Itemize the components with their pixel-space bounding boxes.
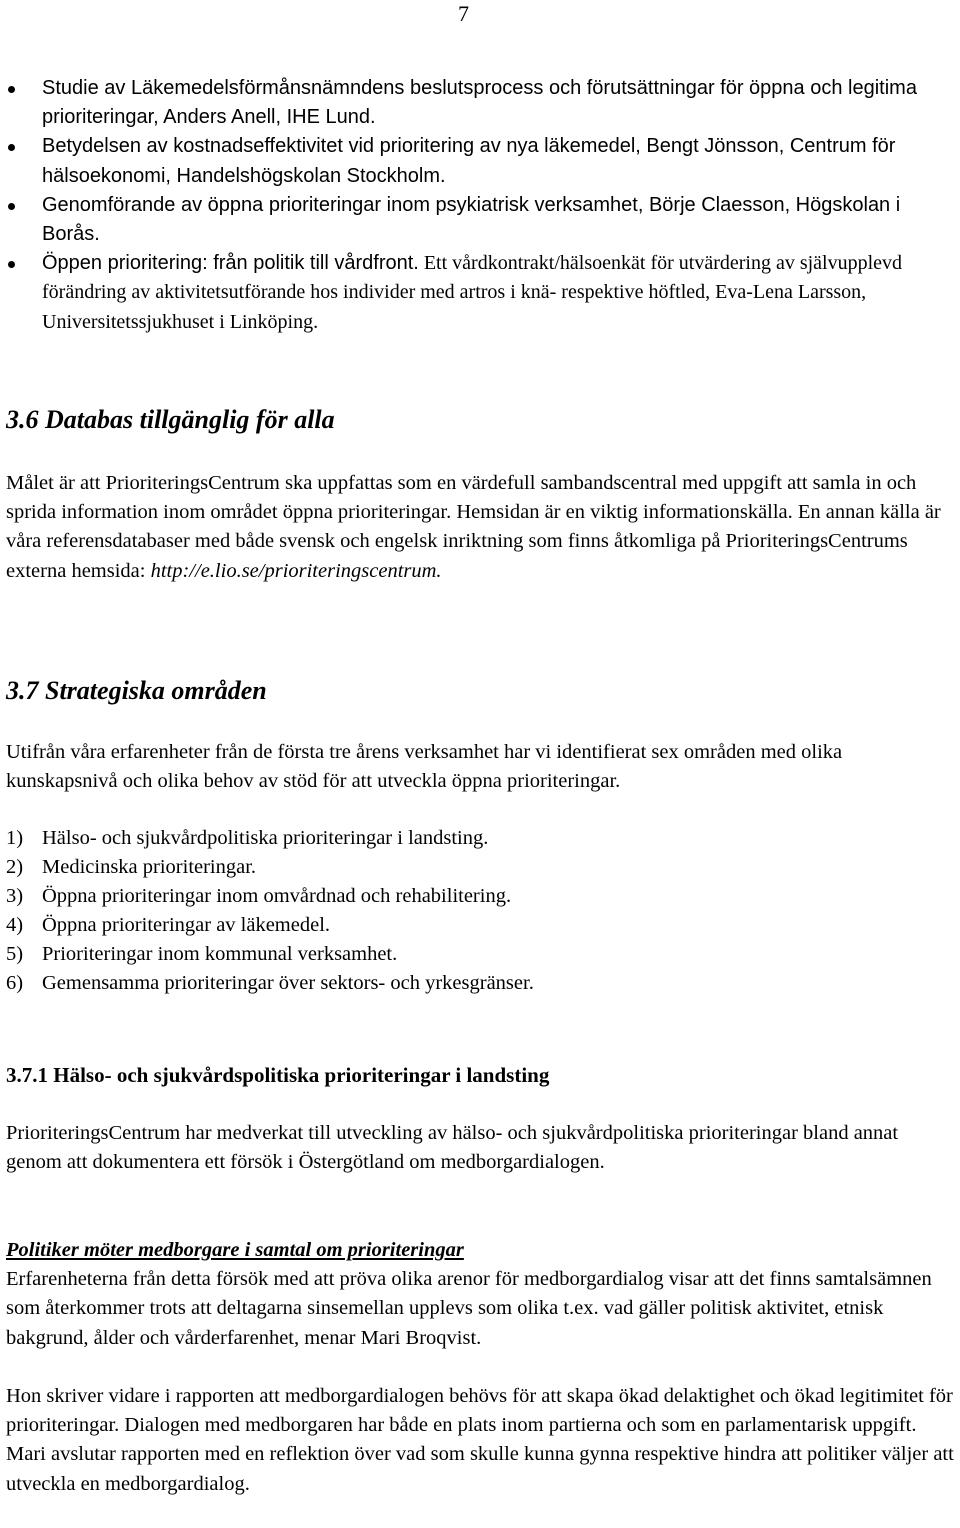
bullet-item bbox=[0, 249, 960, 337]
paragraph-text: Målet är att PrioriteringsCentrum ska uppfattas som en värdefull sambandscentral med uppgift att samla in och sprida information inom området öppna prioriteringar. Hemsidan är en viktig informationskälla. En annan källa är våra referensdatabaser med både svensk och engelsk inriktning som finns åtkomliga på PrioriteringsCentrums externa hemsida: bbox=[6, 472, 941, 582]
list-text: Hälso- och sjukvårdpolitiska prioriteringar i landsting. bbox=[42, 827, 489, 849]
bullet-text: Betydelsen av kostnadseffektivitet vid prioritering av nya läkemedel, Bengt Jönsson, Centrum för hälsoekonomi, Handelshögskolan Stockholm. bbox=[42, 135, 896, 187]
list-item bbox=[6, 824, 534, 853]
section-3-7-paragraph: Utifrån våra erfarenheter från de första tre årens verksamhet har vi identifierat sex områden med olika kunskapsnivå och olika behov av stöd för att utveckla öppna prioriteringar. bbox=[6, 741, 843, 793]
section-heading-3-6: 3.6 Databas tillgänglig för alla bbox=[6, 405, 335, 434]
list-item bbox=[6, 911, 534, 940]
bullet-item bbox=[0, 191, 960, 249]
numbered-list bbox=[6, 824, 534, 998]
list-text: Prioriteringar inom kommunal verksamhet. bbox=[42, 943, 398, 965]
page-number: 7 bbox=[458, 1, 469, 26]
section-3-6-paragraph bbox=[6, 469, 956, 586]
bullet-item bbox=[0, 132, 960, 190]
list-item bbox=[6, 969, 534, 998]
list-text: Medicinska prioriteringar. bbox=[42, 856, 257, 878]
website-link[interactable]: http://e.lio.se/prioriteringscentrum. bbox=[150, 559, 442, 582]
list-item bbox=[6, 853, 534, 882]
list-number: 2) bbox=[6, 856, 24, 878]
bullet-list bbox=[0, 74, 960, 337]
list-number: 4) bbox=[6, 914, 24, 936]
list-text: Gemensamma prioriteringar över sektors- och yrkesgränser. bbox=[42, 972, 534, 994]
bullet-item bbox=[0, 74, 960, 132]
subsection-heading: Politiker möter medborgare i samtal om prioriteringar bbox=[6, 1239, 464, 1261]
section-3-7-1-paragraph: PrioriteringsCentrum har medverkat till utveckling av hälso- och sjukvårdpolitiska prioriteringar bland annat genom att dokumentera ett försök i Östergötland om medborgardialogen. bbox=[6, 1122, 899, 1174]
list-text: Öppna prioriteringar av läkemedel. bbox=[42, 914, 331, 936]
list-number: 1) bbox=[6, 827, 24, 849]
bullet-text: Genomförande av öppna prioriteringar inom psykiatrisk verksamhet, Börje Claesson, Högskolan i Borås. bbox=[42, 193, 901, 246]
section-heading-3-7: 3.7 Strategiska områden bbox=[6, 676, 267, 705]
list-item bbox=[6, 882, 534, 911]
subsection-block bbox=[6, 1236, 956, 1353]
closing-paragraph: Hon skriver vidare i rapporten att medborgardialogen behövs för att skapa ökad delaktighet och ökad legitimitet för prioriteringar. Dialogen med medborgaren har både en plats inom partierna och som en parlamentarisk uppgift. Mari avslutar rapporten med en reflektion över vad som skulle kunna gynna respektive hindra att politiker väljer att utveckla en medborgardialog. bbox=[6, 1385, 954, 1495]
subsection-paragraph: Erfarenheterna från detta försök med att pröva olika arenor för medborgardialog visar att det finns samtalsämnen som återkommer trots att deltagarna sinsemellan upplevs som olika t.ex. vad gäller politisk aktivitet, etnisk bakgrund, ålder och vårderfarenhet, menar Mari Broqvist. bbox=[6, 1268, 932, 1349]
section-heading-3-7-1: 3.7.1 Hälso- och sjukvårdspolitiska prioriteringar i landsting bbox=[6, 1063, 550, 1087]
bullet-text-title: Öppen prioritering: från politik till vårdfront. bbox=[42, 252, 419, 275]
list-number: 5) bbox=[6, 943, 24, 965]
list-number: 6) bbox=[6, 972, 24, 994]
list-item bbox=[6, 940, 534, 969]
bullet-text: Studie av Läkemedelsförmånsnämndens beslutsprocess och förutsättningar för öppna och legitima prioriteringar, Anders Anell, IHE Lund. bbox=[42, 77, 917, 129]
list-text: Öppna prioriteringar inom omvårdnad och rehabilitering. bbox=[42, 885, 512, 907]
bullet-text: Ett vårdkontrakt/hälsoenkät för utvärdering av självupplevd förändring av aktivitetsutförande hos individer med artros i knä- respektive höftled, Eva-Lena Larsson, Universitetssjukhuset i Linköping. bbox=[42, 252, 903, 333]
list-number: 3) bbox=[6, 885, 24, 907]
